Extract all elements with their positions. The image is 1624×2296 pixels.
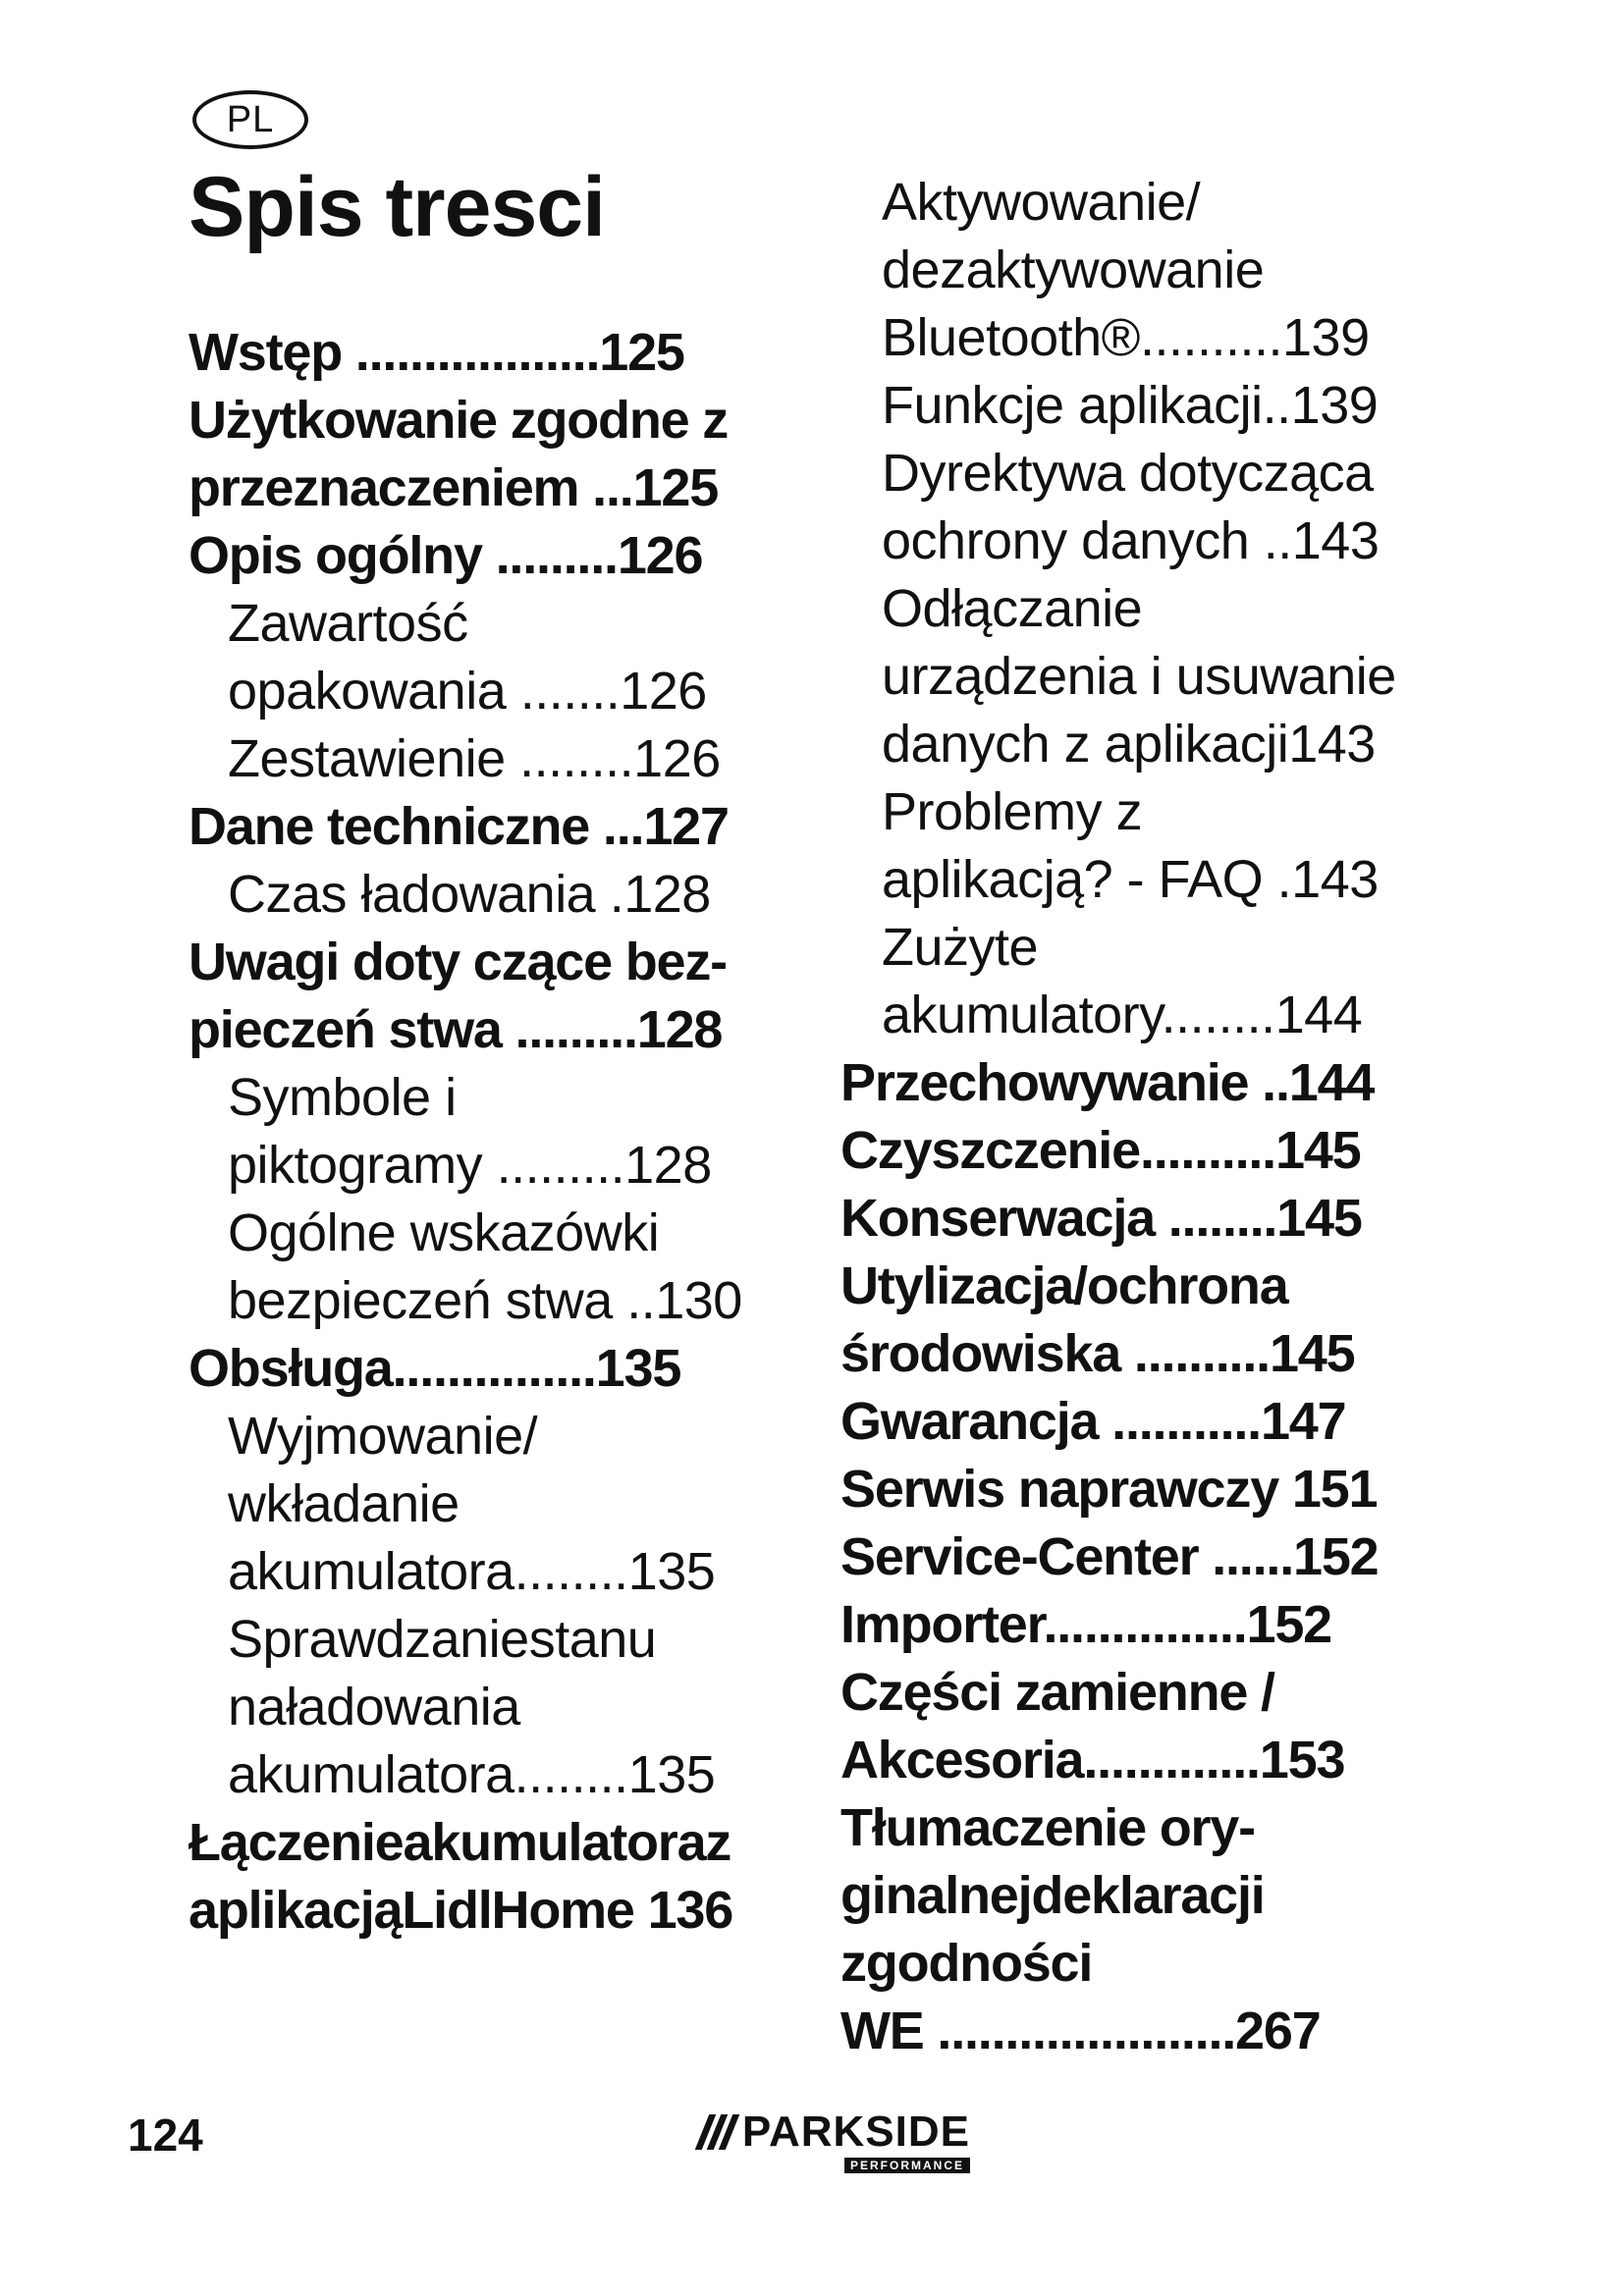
toc-entry: Utylizacja/ochrona — [840, 1256, 1288, 1315]
toc-entry: Uwagi doty czące bez- — [189, 933, 727, 991]
toc-entry: przeznaczeniem ...125 — [189, 458, 719, 517]
toc-subentry: ochrony danych ..143 — [882, 511, 1380, 570]
brand-subtitle: PERFORMANCE — [844, 2158, 970, 2173]
toc-subentry: danych z aplikacji143 — [882, 715, 1376, 774]
toc-entry: Gwarancja ...........147 — [840, 1392, 1346, 1451]
toc-entry: WE ......................267 — [840, 2002, 1321, 2060]
toc-subentry: aplikacją? - FAQ .143 — [882, 850, 1379, 909]
toc-entry: aplikacjąLidlHome 136 — [189, 1881, 733, 1940]
toc-subentry: wkładanie — [228, 1474, 460, 1533]
page-number: 124 — [128, 2109, 203, 2161]
toc-entry: ginalnejdeklaracji — [840, 1866, 1265, 1925]
toc-subentry: Symbole i — [228, 1068, 457, 1127]
toc-subentry: opakowania .......126 — [228, 662, 707, 721]
toc-subentry: Bluetooth®..........139 — [882, 308, 1370, 367]
brand-name: PARKSIDE — [741, 2108, 970, 2156]
toc-subentry: naładowania — [228, 1678, 520, 1736]
toc-entry: Tłumaczenie ory- — [840, 1798, 1255, 1857]
toc-subentry: Czas ładowania .128 — [228, 865, 711, 924]
toc-subentry: Wyjmowanie/ — [228, 1407, 538, 1466]
toc-subentry: urządzenia i usuwanie — [882, 647, 1396, 706]
toc-subentry: Zestawienie ........126 — [228, 729, 721, 788]
toc-subentry: Funkcje aplikacji..139 — [882, 376, 1379, 435]
toc-entry: Akcesoria.............153 — [840, 1731, 1345, 1789]
toc-subentry: Zawartość — [228, 594, 468, 653]
toc-subentry: Aktywowanie/ — [882, 173, 1201, 232]
toc-entry: Czyszczenie..........145 — [840, 1121, 1361, 1180]
toc-left-column — [189, 319, 797, 1945]
toc-subentry: piktogramy .........128 — [228, 1136, 712, 1195]
toc-subentry: dezaktywowanie — [882, 240, 1265, 299]
toc-entry: Przechowywanie ..144 — [840, 1053, 1375, 1112]
toc-subentry: Dyrektywa dotycząca — [882, 444, 1374, 503]
toc-entry: środowiska ..........145 — [840, 1324, 1355, 1383]
toc-subentry: Zużyte — [882, 918, 1039, 977]
toc-right-column — [842, 169, 1443, 2065]
toc-subentry: bezpieczeń stwa ..130 — [228, 1271, 742, 1330]
brand-slashes-icon — [695, 2114, 740, 2150]
toc-entry: Wstęp ..................125 — [189, 323, 684, 382]
language-badge: PL — [192, 90, 308, 149]
toc-entry: Konserwacja ........145 — [840, 1189, 1362, 1248]
toc-subentry: Ogólne wskazówki — [228, 1203, 660, 1262]
toc-entry: Dane techniczne ...127 — [189, 797, 729, 856]
toc-subentry: akumulatora........135 — [228, 1542, 716, 1601]
toc-entry: Opis ogólny .........126 — [189, 526, 703, 585]
toc-subentry: Odłączanie — [882, 579, 1143, 638]
toc-entry: pieczeń stwa .........128 — [189, 1000, 723, 1059]
toc-subentry: Sprawdzaniestanu — [228, 1610, 657, 1669]
toc-entry: zgodności — [840, 1934, 1093, 1993]
toc-entry: Service-Center ......152 — [840, 1527, 1379, 1586]
toc-entry: Użytkowanie zgodne z — [189, 391, 729, 450]
toc-entry: Importer...............152 — [840, 1595, 1331, 1654]
brand-logo — [636, 2110, 970, 2173]
toc-subentry: akumulatora........135 — [228, 1745, 716, 1804]
toc-entry: Części zamienne / — [840, 1663, 1274, 1722]
toc-entry: Łączenieakumulatoraz — [189, 1813, 731, 1872]
page-title: Spis tresci — [189, 160, 605, 254]
toc-subentry: Problemy z — [882, 782, 1143, 841]
toc-entry: Serwis naprawczy 151 — [840, 1460, 1378, 1519]
toc-entry: Obsługa...............135 — [189, 1339, 681, 1398]
toc-subentry: akumulatory........144 — [882, 986, 1363, 1044]
